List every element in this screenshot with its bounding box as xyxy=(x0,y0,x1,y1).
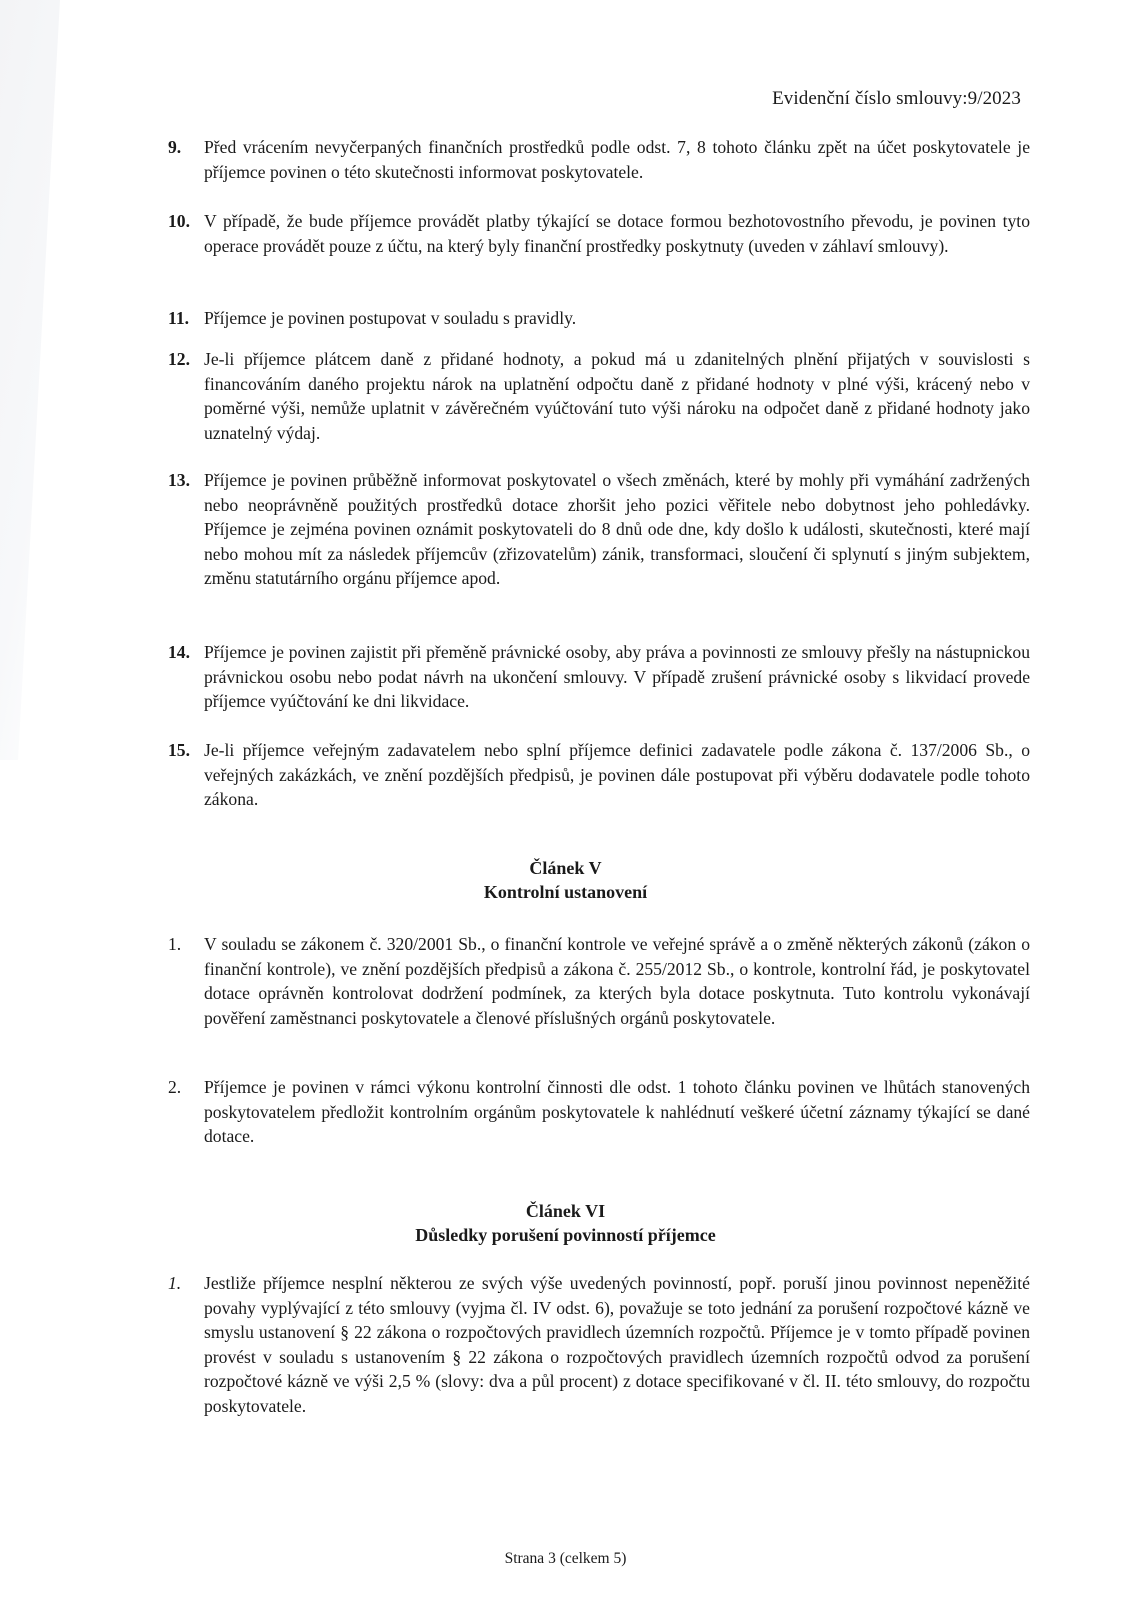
list-item xyxy=(168,306,1030,331)
list-item xyxy=(168,347,1030,445)
item-text: Příjemce je povinen průběžně informovat poskytovatel o všech změnách, které by mohly při vymáhání zadržených nebo neoprávněně použitých prostředků dotace zhoršit jeho pozici věřitele nebo dobytnost jeho pohledávky. Příjemce je zejména povinen oznámit poskytovateli do 8 dnů ode dne, kdy došlo k události, skutečnosti, které mají nebo mohou mít za následek příjemcův (zřizovatelům) zánik, transformaci, sloučení či splynutí s jiným subjektem, změnu statutárního orgánu příjemce apod. xyxy=(204,470,1030,589)
item-text: Je-li příjemce plátcem daně z přidané hodnoty, a pokud má u zdanitelných plnění přijatých v souvislosti s financováním daného projektu nárok na uplatnění odpočtu daně z přidané hodnoty v plné výši, krácený nebo v poměrné výši, nemůže uplatnit v závěrečném vyúčtování tuto výši nároku na odpočet daně z přidané hodnoty jako uznatelný výdaj. xyxy=(204,349,1030,443)
list-item xyxy=(168,135,1030,184)
item-number: 14. xyxy=(168,642,190,662)
item-text: Příjemce je povinen zajistit při přeměně právnické osoby, aby práva a povinnosti ze smlouvy přešly na nástupnickou právnickou osobu nebo podat návrh na ukončení smlouvy. V případě zrušení právnické osoby s likvidací provede příjemce vyúčtování ke dni likvidace. xyxy=(204,642,1030,712)
item-number: 10. xyxy=(168,211,190,231)
list-item xyxy=(168,209,1030,258)
list-item xyxy=(168,932,1030,1030)
item-number: 11. xyxy=(168,308,190,328)
item-text: V případě, že bude příjemce provádět platby týkající se dotace formou bezhotovostního převodu, je povinen tyto operace provádět pouze z účtu, na který byly finanční prostředky poskytnuty (uveden v záhlaví smlouvy). xyxy=(204,211,1030,256)
list-item xyxy=(168,640,1030,714)
item-number: 15. xyxy=(168,740,190,760)
item-number: 12. xyxy=(168,349,190,369)
item-number: 1. xyxy=(168,934,182,954)
item-text: Příjemce je povinen v rámci výkonu kontrolní činnosti dle odst. 1 tohoto článku povinen ve lhůtách stanovených poskytovatelem předložit kontrolním orgánům poskytovatele k nahlédnutí veškeré účetní záznamy týkající se dané dotace. xyxy=(204,1077,1030,1147)
contract-number: Evidenční číslo smlouvy:9/2023 xyxy=(772,88,1021,109)
item-number: 13. xyxy=(168,470,190,490)
list-item xyxy=(168,1075,1030,1149)
list-item xyxy=(168,468,1030,591)
list-item xyxy=(168,738,1030,812)
item-text: Je-li příjemce veřejným zadavatelem nebo splní příjemce definici zadavatele podle zákona č. 137/2006 Sb., o veřejných zakázkách, ve znění pozdějších předpisů, je povinen dále postupovat při výběru dodavatele podle tohoto zákona. xyxy=(204,740,1030,810)
item-number: 2. xyxy=(168,1077,182,1097)
item-text: Před vrácením nevyčerpaných finančních prostředků podle odst. 7, 8 tohoto článku zpět na účet poskytovatele je příjemce povinen o této skutečnosti informovat poskytovatele. xyxy=(204,137,1030,182)
list-item xyxy=(168,1271,1030,1419)
item-number: 9. xyxy=(168,137,182,157)
item-number: 1. xyxy=(168,1273,182,1293)
article-subtitle: Kontrolní ustanovení xyxy=(483,882,648,902)
item-text: Příjemce je povinen postupovat v souladu s pravidly. xyxy=(204,308,577,328)
article-title: Článek V xyxy=(529,858,602,878)
page-number: Strana 3 (celkem 5) xyxy=(504,1550,627,1567)
article-title: Článek VI xyxy=(525,1201,606,1221)
item-text: Jestliže příjemce nesplní některou ze svých výše uvedených povinností, popř. poruší jinou povinnost nepeněžité povahy vyplývající z této smlouvy (vyjma čl. IV odst. 6), považuje se toto jednání za porušení rozpočtové kázně ve smyslu ustanovení § 22 zákona o rozpočtových pravidlech územních rozpočtů. Příjemce je v tomto případě povinen provést v souladu s ustanovením § 22 zákona o rozpočtových pravidlech územních rozpočtů odvod za porušení rozpočtové kázně ve výši 2,5 % (slovy: dva a půl procent) z dotace specifikované v čl. II. této smlouvy, do rozpočtu poskytovatele. xyxy=(204,1273,1030,1416)
article-subtitle: Důsledky porušení povinností příjemce xyxy=(415,1225,716,1245)
scan-shadow xyxy=(0,0,60,760)
item-text: V souladu se zákonem č. 320/2001 Sb., o finanční kontrole ve veřejné správě a o změně některých zákonů (zákon o finanční kontrole), ve znění pozdějších předpisů a zákona č. 255/2012 Sb., o kontrole, kontrolní řád, je poskytovatel dotace oprávněn kontrolovat dodržení podmínek, za kterých byla dotace poskytnuta. Tuto kontrolu vykonávají pověření zaměstnanci poskytovatele a členové příslušných orgánů poskytovatele. xyxy=(204,934,1030,1028)
